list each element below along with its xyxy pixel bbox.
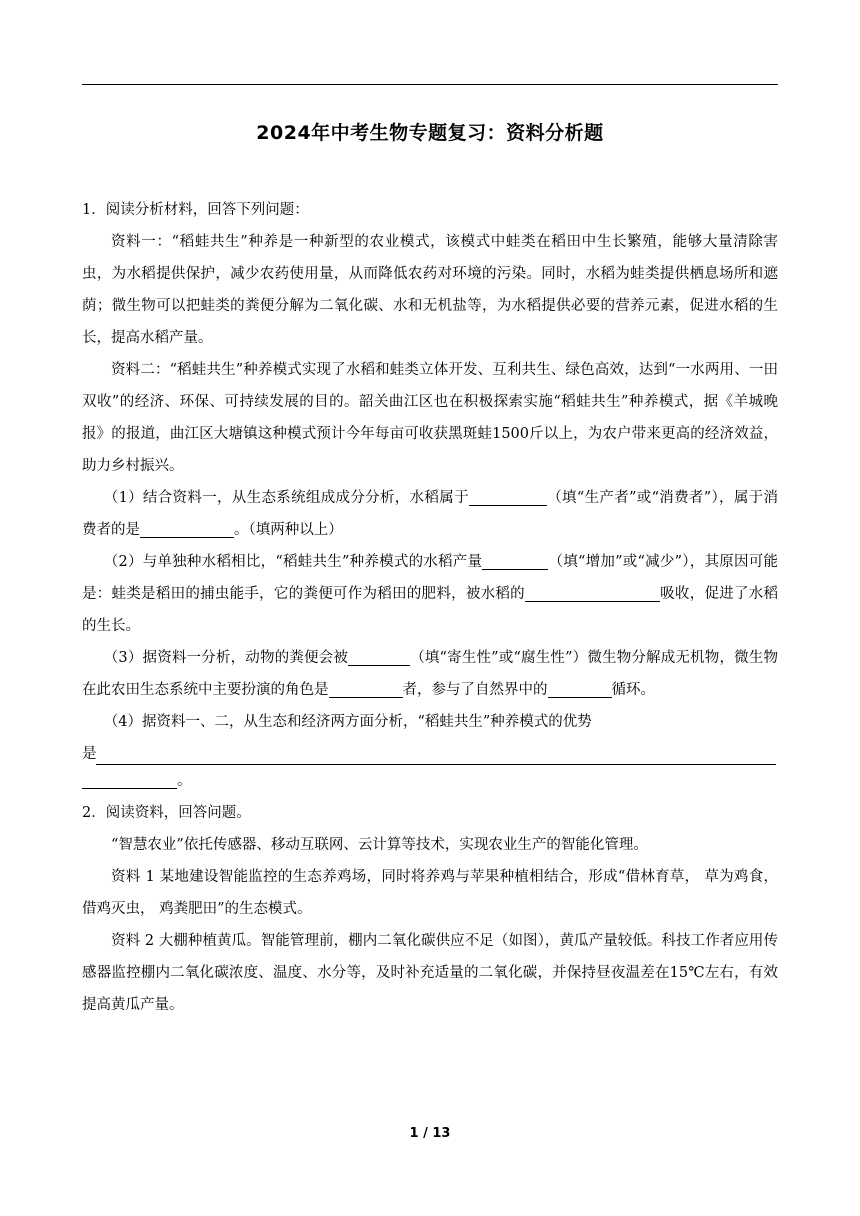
q1-sub-4 — [82, 706, 778, 738]
answer-blank-long[interactable] — [96, 748, 776, 765]
q2-heading: 2．阅读资料，回答问题。 — [82, 805, 251, 821]
q2-intro: “智慧农业”依托传感器、移动互联网、云计算等技术，实现农业生产的智能化管理。 — [111, 837, 648, 853]
q1-heading: 1．阅读分析材料，回答下列问题： — [82, 202, 309, 218]
q1-sub-2 — [82, 546, 778, 642]
document-body — [82, 194, 778, 1021]
answer-blank[interactable] — [140, 521, 234, 537]
q1-sub-2-text-c: 吸收，促进了水稻的生长。 — [82, 586, 779, 634]
q1-sub-3-text-b: （填“寄生性”或“腐生性”）微生物分解成无机物，微生物在此农田生态系统中主要扮演的角色是 — [82, 650, 778, 698]
q1-sub-4-text-b: 是 — [82, 746, 97, 762]
q1-sub-3-text-d: 循环。 — [611, 682, 655, 698]
q1-sub-1-text-a: （1）结合资料一，从生态系统组成成分分析，水稻属于 — [103, 490, 469, 506]
answer-blank[interactable] — [548, 681, 612, 697]
answer-blank[interactable] — [525, 585, 660, 601]
q1-sub-1-text-c: 。（填两种以上） — [234, 522, 343, 538]
page-number: 1 / 13 — [409, 1126, 451, 1141]
answer-blank[interactable] — [469, 489, 547, 505]
q1-sub-3 — [82, 642, 778, 706]
answer-blank[interactable] — [348, 649, 410, 665]
q1-material-2: 资料二：“稻蛙共生”种养模式实现了水稻和蛙类立体开发、互利共生、绿色高效，达到“一水两用、一田双收”的经济、环保、可持续发展的目的。韶关曲江区也在积极探索实施“稻蛙共生”种养模式，据《羊城晚报》的报道，曲江区大塘镇这种模式预计今年每亩可收获黑斑蛙1500斤以上，为农户带来更高的经济效益，助力乡村振兴。 — [82, 362, 778, 474]
q1-sub-3-text-a: （3）据资料一分析，动物的粪便会被 — [103, 650, 349, 666]
page-title: 2024年中考生物专题复习：资料分析题 — [256, 122, 604, 144]
answer-blank[interactable] — [82, 772, 177, 788]
q1-material-1: 资料一：“稻蛙共生”种养是一种新型的农业模式，该模式中蛙类在稻田中生长繁殖，能够大量清除害虫，为水稻提供保护，减少农药使用量，从而降低农药对环境的污染。同时，水稻为蛙类提供栖息场所和遮荫；微生物可以把蛙类的粪便分解为二氧化碳、水和无机盐等，为水稻提供必要的营养元素，促进水稻的生长，提高水稻产量。 — [82, 234, 778, 346]
q2-material-2: 资料 2 大棚种植黄瓜。智能管理前，棚内二氧化碳供应不足（如图），黄瓜产量较低。科技工作者应用传感器监控棚内二氧化碳浓度、温度、水分等，及时补充适量的二氧化碳，并保持昼夜温差在15℃左右，有效提高黄瓜产量。 — [82, 933, 778, 1013]
q1-sub-4-line — [82, 738, 778, 765]
q2-material-1: 资料 1 某地建设智能监控的生态养鸡场，同时将养鸡与苹果种植相结合，形成“借林育草， 草为鸡食， 借鸡灭虫， 鸡粪肥田”的生态模式。 — [82, 869, 778, 917]
answer-blank[interactable] — [329, 681, 403, 697]
q1-sub-2-text-b: （填“增加”或“减少”），其原因可能是：蛙类是稻田的捕虫能手，它的粪便可作为稻田的肥料，被水稻的 — [82, 554, 778, 602]
q1-sub-3-text-c: 者，参与了自然界中的 — [402, 682, 548, 698]
q1-sub-2-text-a: （2）与单独种水稻相比，“稻蛙共生”种养模式的水稻产量 — [103, 554, 483, 570]
answer-blank[interactable] — [482, 553, 548, 569]
q1-sub-1 — [82, 482, 778, 546]
q1-sub-1-text-b: （填“生产者”或“消费者”），属于消费者的是 — [82, 490, 778, 538]
q1-sub-4-text-a: （4）据资料一、二，从生态和经济两方面分析，“稻蛙共生”种养模式的优势 — [103, 714, 592, 730]
q1-sub-4-text-c: 。 — [177, 773, 192, 789]
header-rule — [82, 84, 778, 85]
